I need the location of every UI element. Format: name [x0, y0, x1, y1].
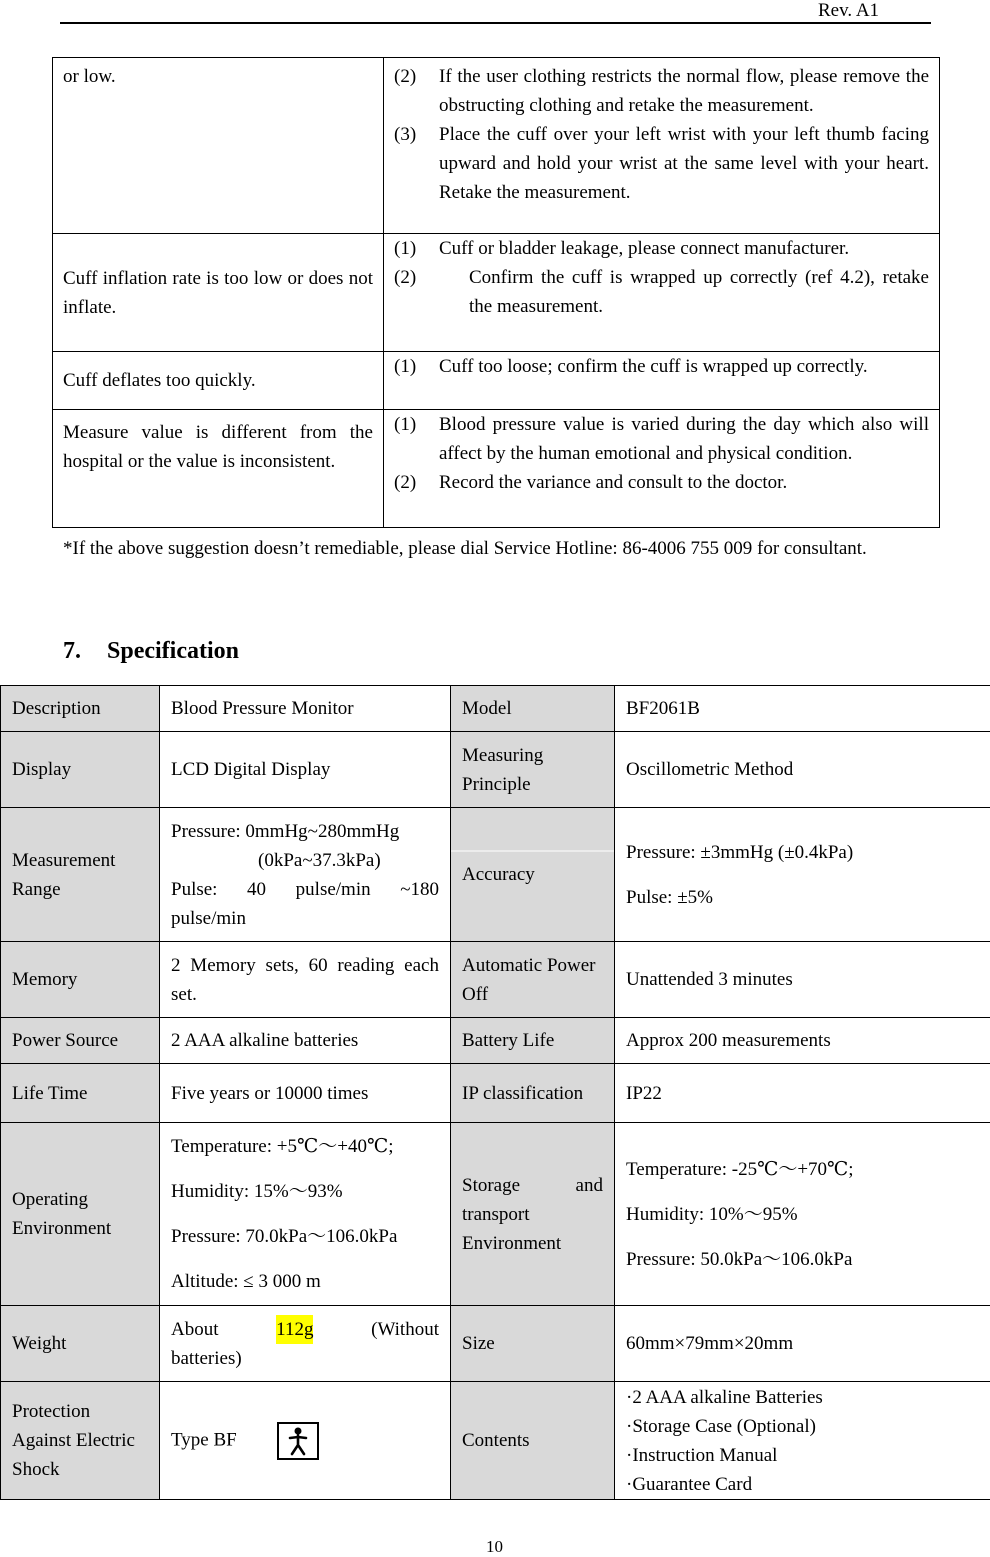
spec-label: Display	[1, 732, 160, 808]
spec-label: Model	[451, 686, 615, 732]
spec-value: Five years or 10000 times	[160, 1064, 451, 1123]
remedy-cell	[384, 234, 940, 352]
table-row	[1, 1064, 990, 1123]
remedy-number: (2)	[394, 263, 469, 321]
table-row	[1, 686, 990, 732]
weight-value: 112g	[276, 1315, 313, 1344]
remedy-text: Blood pressure value is varied during the day which also will affect by the human emotional and physical condition.	[439, 410, 929, 468]
spec-label: Weight	[1, 1306, 160, 1382]
spec-value	[615, 1382, 990, 1500]
contents-item: ·Guarantee Card	[626, 1470, 979, 1499]
contents-item: ·2 AAA alkaline Batteries	[626, 1383, 979, 1412]
accuracy-pulse: Pulse: ±5%	[626, 875, 979, 920]
revision-label: Rev. A1	[818, 0, 879, 22]
operating-temperature: Temperature: +5℃～+40℃;	[171, 1124, 439, 1169]
table-row	[1, 808, 990, 942]
operating-altitude: Altitude: ≤ 3 000 m	[171, 1259, 439, 1304]
weight-suffix: (Without	[371, 1315, 439, 1344]
symptom-cell	[53, 58, 384, 234]
remedy-item	[394, 234, 929, 263]
table-row	[53, 234, 940, 352]
spec-value: BF2061B	[615, 686, 990, 732]
symptom-text: Cuff deflates too quickly.	[63, 370, 256, 391]
remedy-item	[394, 352, 929, 381]
spec-label: Storage and transport Environment	[451, 1123, 615, 1306]
type-bf-symbol-icon	[277, 1422, 319, 1460]
service-hotline-note: *If the above suggestion doesn’t remediable, please dial Service Hotline: 86-4006 755 009 for consultant.	[63, 533, 903, 564]
spec-value	[160, 1306, 451, 1382]
weight-prefix: About	[171, 1315, 219, 1344]
remedy-item	[394, 263, 929, 321]
contents-item: ·Instruction Manual	[626, 1441, 979, 1470]
remedy-number: (1)	[394, 234, 439, 263]
remedy-number: (2)	[394, 62, 439, 120]
remedy-text: Cuff or bladder leakage, please connect manufacturer.	[439, 234, 929, 263]
symptom-cell	[53, 234, 384, 352]
shock-type: Type BF	[171, 1429, 237, 1450]
accuracy-pressure: Pressure: ±3mmHg (±0.4kPa)	[626, 830, 979, 875]
table-row	[1, 1306, 990, 1382]
contents-item: ·Storage Case (Optional)	[626, 1412, 979, 1441]
range-pressure: Pressure: 0mmHg~280mmHg	[171, 817, 439, 846]
troubleshooting-table	[52, 57, 940, 528]
spec-value: Blood Pressure Monitor	[160, 686, 451, 732]
range-kpa: (0kPa~37.3kPa)	[171, 846, 439, 875]
remedy-item	[394, 120, 929, 207]
remedy-text: Place the cuff over your left wrist with your left thumb facing upward and hold your wrist at the same level with your heart. Retake the measurement.	[439, 120, 929, 207]
table-row	[53, 410, 940, 528]
spec-label: Life Time	[1, 1064, 160, 1123]
spec-value: IP22	[615, 1064, 990, 1123]
spec-value: LCD Digital Display	[160, 732, 451, 808]
weight-line	[171, 1315, 439, 1344]
remedy-item	[394, 468, 929, 497]
remedy-text: Cuff too loose; confirm the cuff is wrapped up correctly.	[439, 352, 929, 381]
spec-value: Oscillometric Method	[615, 732, 990, 808]
symptom-text: Cuff inflation rate is too low or does not inflate.	[63, 268, 373, 318]
remedy-cell	[384, 352, 940, 410]
spec-label: Memory	[1, 942, 160, 1018]
spec-value: 2 AAA alkaline batteries	[160, 1018, 451, 1064]
spec-value	[160, 808, 451, 942]
spec-label: Measurement Range	[1, 808, 160, 942]
table-row	[53, 352, 940, 410]
page-number: 10	[486, 1537, 503, 1557]
remedy-number: (1)	[394, 352, 439, 381]
body-figure-icon	[279, 1424, 317, 1458]
symptom-text: or low.	[63, 66, 116, 87]
remedy-cell	[384, 410, 940, 528]
spec-label: IP classification	[451, 1064, 615, 1123]
remedy-text: If the user clothing restricts the normal flow, please remove the obstructing clothing and retake the measurement.	[439, 62, 929, 120]
storage-humidity: Humidity: 10%～95%	[626, 1192, 979, 1237]
spec-label: Contents	[451, 1382, 615, 1500]
remedy-text: Confirm the cuff is wrapped up correctly (ref 4.2), retake the measurement.	[469, 263, 929, 321]
section-heading	[63, 638, 239, 665]
section-number: 7.	[63, 638, 107, 665]
section-title: Specification	[107, 638, 239, 664]
spec-label: Operating Environment	[1, 1123, 160, 1306]
storage-temperature: Temperature: -25℃～+70℃;	[626, 1147, 979, 1192]
table-row	[1, 942, 990, 1018]
spec-value	[615, 1123, 990, 1306]
remedy-number: (2)	[394, 468, 439, 497]
specification-table	[0, 685, 990, 1500]
spec-label: Power Source	[1, 1018, 160, 1064]
accuracy-label: Accuracy	[462, 864, 535, 885]
table-row	[1, 1123, 990, 1306]
remedy-item	[394, 410, 929, 468]
operating-humidity: Humidity: 15%～93%	[171, 1169, 439, 1214]
table-row	[1, 1018, 990, 1064]
header-rule	[60, 22, 931, 24]
operating-pressure: Pressure: 70.0kPa～106.0kPa	[171, 1214, 439, 1259]
spec-label: Description	[1, 686, 160, 732]
weight-suffix-cont: batteries)	[171, 1344, 439, 1373]
spec-value: 60mm×79mm×20mm	[615, 1306, 990, 1382]
spec-label: Size	[451, 1306, 615, 1382]
spec-value	[160, 1123, 451, 1306]
remedy-item	[394, 62, 929, 120]
spec-value: Unattended 3 minutes	[615, 942, 990, 1018]
spec-label: Battery Life	[451, 1018, 615, 1064]
remedy-text: Record the variance and consult to the doctor.	[439, 468, 929, 497]
table-row	[1, 732, 990, 808]
spec-value: Approx 200 measurements	[615, 1018, 990, 1064]
spec-label: Measuring Principle	[451, 732, 615, 808]
spec-label: Automatic Power Off	[451, 942, 615, 1018]
remedy-cell	[384, 58, 940, 234]
remedy-number: (3)	[394, 120, 439, 207]
storage-pressure: Pressure: 50.0kPa～106.0kPa	[626, 1237, 979, 1282]
remedy-number: (1)	[394, 410, 439, 468]
symptom-cell	[53, 410, 384, 528]
symptom-cell	[53, 352, 384, 410]
table-row	[53, 58, 940, 234]
spec-label	[451, 808, 615, 942]
spec-value: 2 Memory sets, 60 reading each set.	[160, 942, 451, 1018]
spec-label: Protection Against Electric Shock	[1, 1382, 160, 1500]
table-row	[1, 1382, 990, 1500]
spec-value	[160, 1382, 451, 1500]
spec-value	[615, 808, 990, 942]
symptom-text: Measure value is different from the hospital or the value is inconsistent.	[63, 422, 373, 472]
range-pulse: Pulse: 40 pulse/min ~180 pulse/min	[171, 875, 439, 933]
